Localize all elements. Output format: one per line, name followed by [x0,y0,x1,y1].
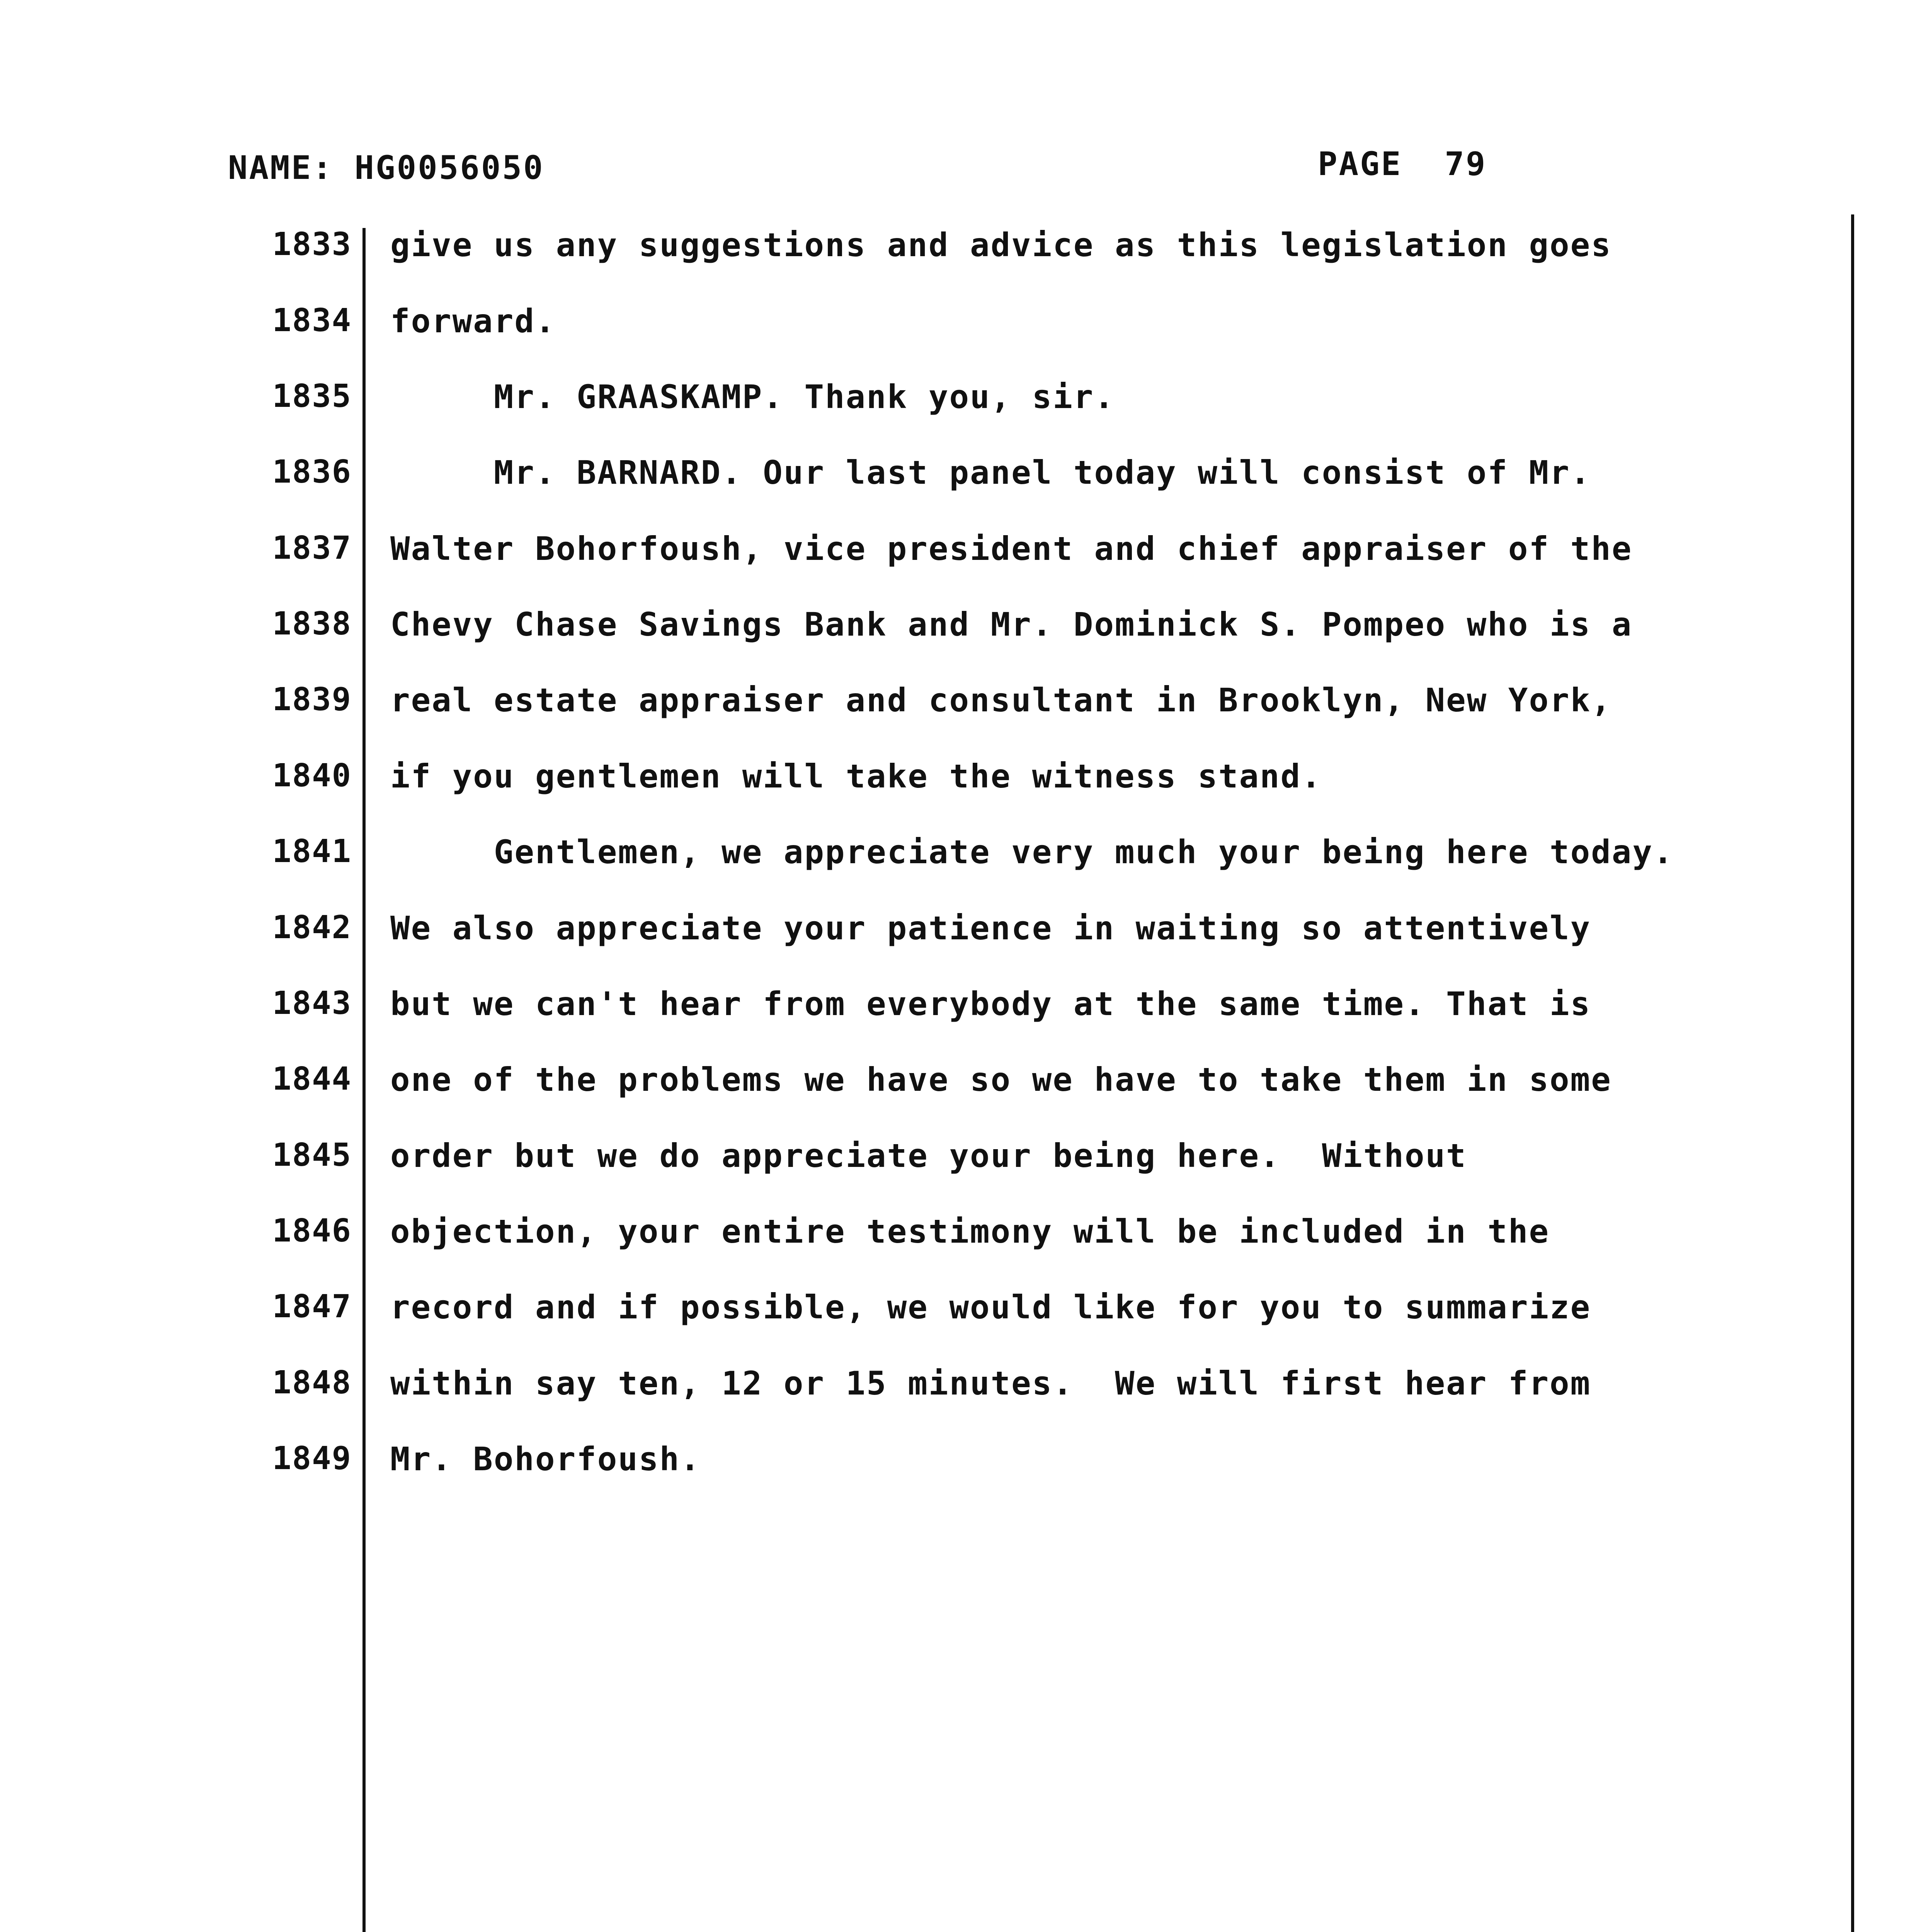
transcript-line [0,757,1916,804]
transcript-line [0,1364,1916,1411]
transcript-line [0,985,1916,1031]
line-number: 1835 [272,378,352,415]
transcript-line [0,1213,1916,1259]
line-text: record and if possible, we would like for you to summarize [390,1288,1591,1326]
transcript-line [0,833,1916,879]
line-number: 1838 [272,605,352,642]
transcript-line [0,1137,1916,1183]
transcript-line [0,605,1916,652]
line-number: 1834 [272,302,352,339]
transcript-line [0,302,1916,349]
line-text: one of the problems we have so we have to take them in some [390,1061,1612,1099]
transcript-line [0,909,1916,956]
line-number: 1849 [272,1440,352,1477]
transcript-line [0,454,1916,500]
line-text: Walter Bohorfoush, vice president and chief appraiser of the [390,530,1633,568]
line-text: We also appreciate your patience in waiting so attentively [390,909,1591,947]
document-name-label: NAME: HG0056050 [228,149,545,187]
line-text: Mr. Bohorfoush. [390,1440,701,1478]
transcript-line [0,1440,1916,1486]
line-number: 1833 [272,226,352,263]
line-text: but we can't hear from everybody at the same time. That is [390,985,1591,1023]
line-text: Chevy Chase Savings Bank and Mr. Dominick S. Pompeo who is a [390,605,1633,643]
line-number: 1847 [272,1288,352,1325]
line-number: 1845 [272,1137,352,1173]
line-text: objection, your entire testimony will be included in the [390,1213,1550,1250]
line-text: within say ten, 12 or 15 minutes. We will first hear from [390,1364,1591,1402]
line-text: give us any suggestions and advice as this legislation goes [390,226,1612,264]
line-number: 1839 [272,681,352,718]
line-number: 1842 [272,909,352,946]
line-text: Mr. BARNARD. Our last panel today will consist of Mr. [390,454,1591,492]
line-text: order but we do appreciate your being here. Without [390,1137,1467,1175]
line-number: 1848 [272,1364,352,1401]
page-number: 79 [1445,145,1487,183]
line-text: Mr. GRAASKAMP. Thank you, sir. [390,378,1115,416]
line-number: 1846 [272,1213,352,1249]
transcript-line [0,226,1916,272]
line-number: 1841 [272,833,352,870]
line-text: real estate appraiser and consultant in Brooklyn, New York, [390,681,1612,719]
line-number: 1837 [272,530,352,566]
transcript-line [0,681,1916,728]
transcript-line [0,1288,1916,1335]
line-number: 1840 [272,757,352,794]
page-label: PAGE [1318,145,1402,183]
page-header [1318,145,1487,183]
line-text: if you gentlemen will take the witness stand. [390,757,1322,795]
transcript-line [0,530,1916,576]
line-number: 1844 [272,1061,352,1097]
transcript-line [0,1061,1916,1107]
line-text: forward. [390,302,556,340]
line-number: 1836 [272,454,352,490]
line-text: Gentlemen, we appreciate very much your being here today. [390,833,1674,871]
transcript-line [0,378,1916,424]
line-number: 1843 [272,985,352,1022]
